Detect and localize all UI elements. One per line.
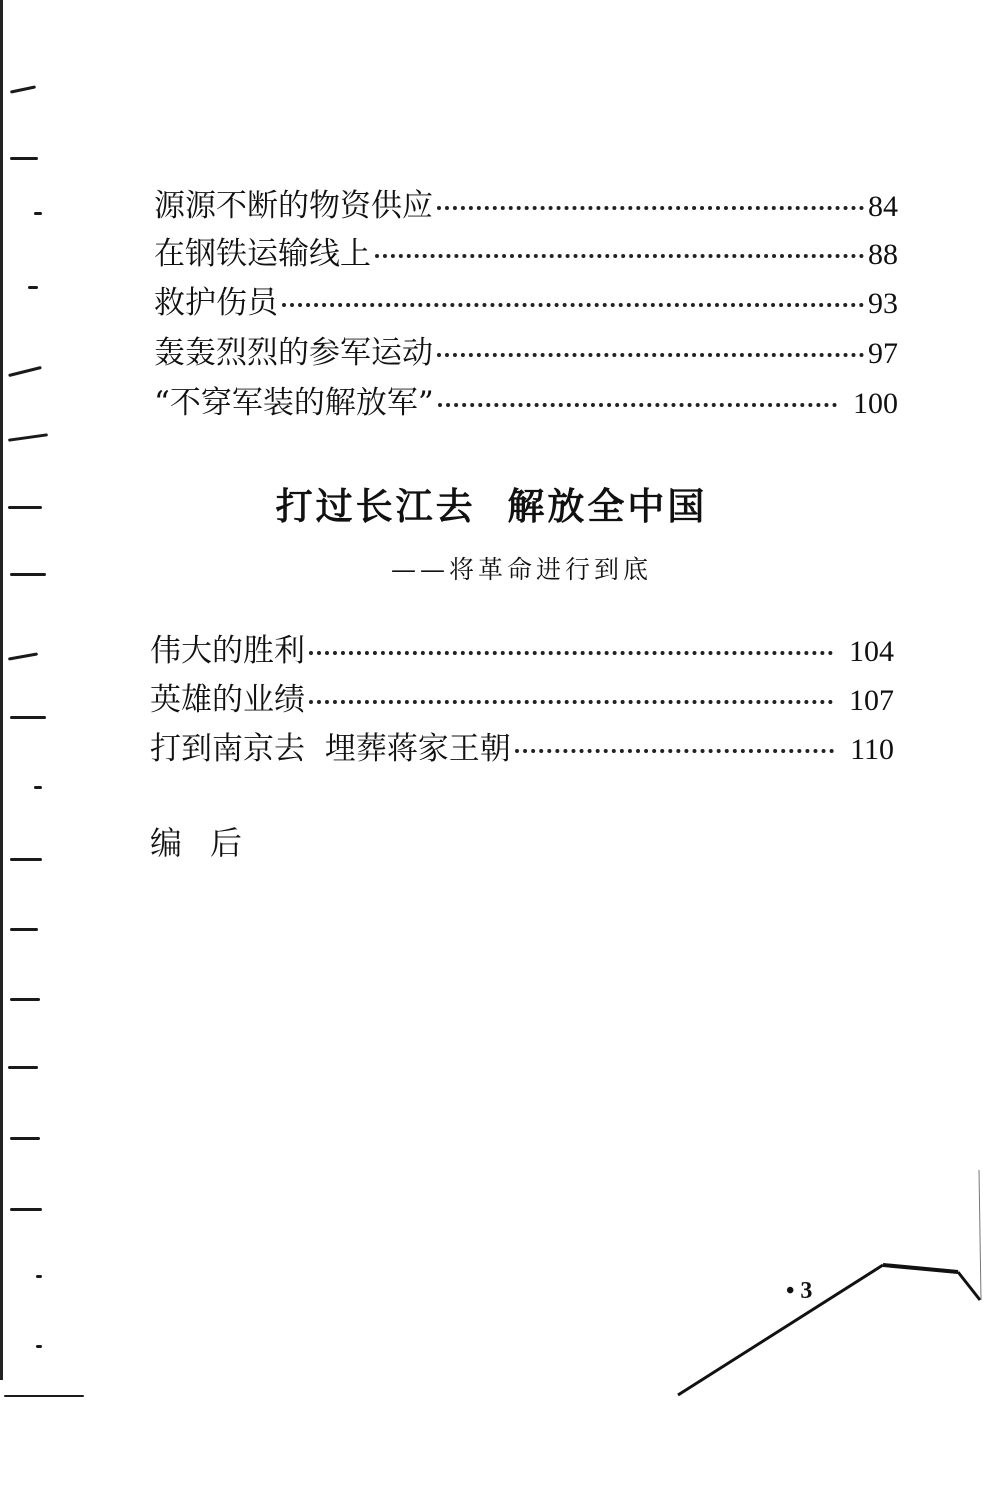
- page-number: • 3: [786, 1278, 813, 1304]
- toc-entry-title: 伟大的胜利: [150, 633, 305, 669]
- toc-entry-page: 107: [849, 684, 894, 717]
- toc-entry-page: 104: [849, 635, 894, 668]
- toc-entry-title: 英雄的业绩: [150, 682, 305, 718]
- afterword-entry[interactable]: 编后: [150, 824, 271, 862]
- toc-entry-title: 救护伤员: [154, 285, 278, 321]
- toc-entry-title: 轰轰烈烈的参军运动: [154, 335, 433, 371]
- toc-entry-page: 110: [850, 733, 894, 766]
- toc-entry-title: 在钢铁运输线上: [154, 236, 371, 272]
- toc-entry-page: 97: [868, 337, 898, 370]
- section-heading: 打过长江去 解放全中国: [275, 485, 708, 528]
- toc-entry-title: 源源不断的物资供应: [154, 188, 433, 224]
- toc-entry-title: 打到南京去 埋葬蒋家王朝: [150, 731, 511, 767]
- toc-entry-page: 93: [868, 287, 898, 320]
- toc-entry-page: 84: [868, 190, 898, 223]
- toc-entry-page: 100: [853, 387, 898, 420]
- toc-entry-page: 88: [868, 238, 898, 271]
- toc-entry-title: “不穿军装的解放军”: [154, 385, 434, 421]
- section-subheading: ——将革命进行到底: [390, 555, 652, 584]
